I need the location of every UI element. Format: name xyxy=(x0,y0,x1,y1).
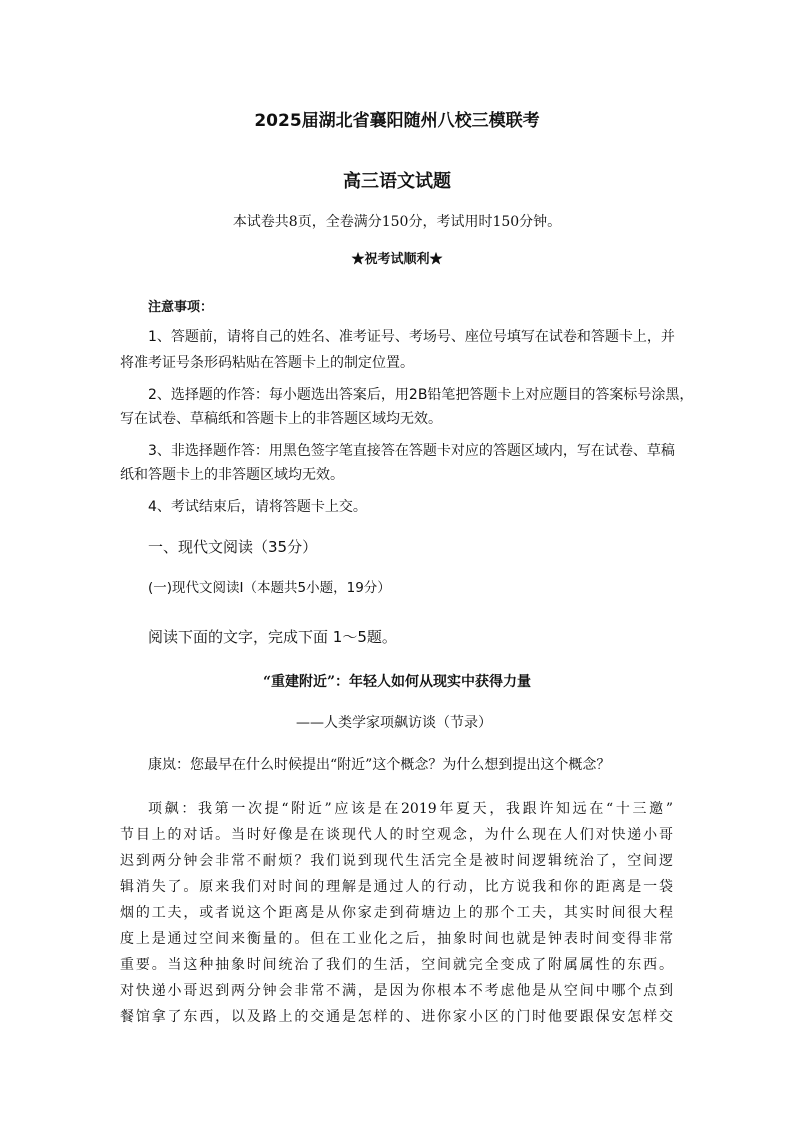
interview-question: 康岚：您最早在什么时候提出“附近”这个概念？为什么想到提出这个概念？ xyxy=(148,757,611,773)
note-1-line-1: 1、答题前，请将自己的姓名、准考证号、考场号、座位号填写在试卷和答题卡上，并 xyxy=(148,329,675,345)
note-3-line-2: 纸和答题卡上的非答题区域均无效。 xyxy=(120,467,344,483)
answer-line-2: 节目上的对话。当时好像是在谈现代人的时空观念，为什么现在人们对快递小哥 xyxy=(120,827,673,843)
answer-line-7: 重要。当这种抽象时间统治了我们的生活，空间就完全变成了附属属性的东西。 xyxy=(120,957,673,973)
answer-line-3: 迟到两分钟会非常不耐烦？我们说到现代生活完全是被时间逻辑统治了，空间逻 xyxy=(120,853,673,869)
answer-line-8: 对快递小哥迟到两分钟会非常不满，是因为你根本不考虑他是从空间中哪个点到 xyxy=(120,983,673,999)
answer-line-1: 项飙：我第一次提“附近”应该是在2019年夏天，我跟许知远在“十三邀” xyxy=(148,801,673,817)
answer-line-4: 辑消失了。原来我们对时间的理解是通过人的行动，比方说我和你的距离是一袋 xyxy=(120,879,673,895)
answer-line-9: 餐馆拿了东西，以及路上的交通是怎样的、进你家小区的门时他要跟保安怎样交 xyxy=(120,1009,673,1025)
section-sub: (一)现代文阅读Ⅰ（本题共5小题，19分） xyxy=(148,580,391,596)
exam-info: 本试卷共8页，全卷满分150分，考试用时150分钟。 xyxy=(232,214,562,230)
section-heading: 一、现代文阅读（35分） xyxy=(148,538,318,556)
exam-title: 2025届湖北省襄阳随州八校三模联考 xyxy=(254,111,540,131)
note-4-line-1: 4、考试结束后，请将答题卡上交。 xyxy=(148,499,367,515)
note-3-line-1: 3、非选择题作答：用黑色签字笔直接答在答题卡对应的答题区域内，写在试卷、草稿 xyxy=(148,443,675,459)
note-2-line-1: 2、选择题的作答：每小题选出答案后，用2B铅笔把答题卡上对应题目的答案标号涂黑， xyxy=(148,387,694,403)
note-1-line-2: 将准考证号条形码粘贴在答题卡上的制定位置。 xyxy=(120,355,414,371)
exam-subtitle: 高三语文试题 xyxy=(343,171,451,192)
notes-heading: 注意事项： xyxy=(148,300,214,315)
section-instruction: 阅读下面的文字，完成下面 1～5题。 xyxy=(148,628,397,646)
article-title: “重建附近”：年轻人如何从现实中获得力量 xyxy=(262,674,532,690)
note-2-line-2: 写在试卷、草稿纸和答题卡上的非答题区域均无效。 xyxy=(120,411,442,427)
answer-line-6: 度上是通过空间来衡量的。但在工业化之后，抽象时间也就是钟表时间变得非常 xyxy=(120,931,673,947)
article-byline: ——人类学家项飙访谈（节录） xyxy=(296,715,492,731)
answer-line-5: 烟的工夫，或者说这个距离是从你家走到荷塘边上的那个工夫，其实时间很大程 xyxy=(120,905,673,921)
exam-wish: ★祝考试顺利★ xyxy=(351,252,443,267)
